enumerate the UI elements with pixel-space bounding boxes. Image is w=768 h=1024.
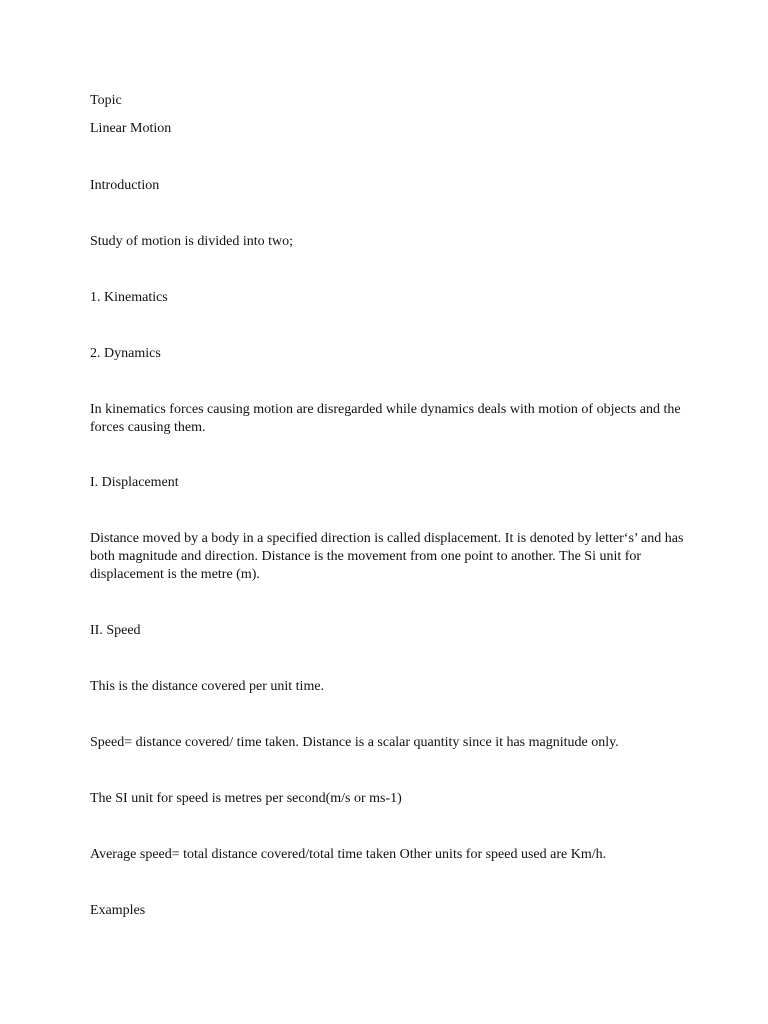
speed-si-unit-paragraph: The SI unit for speed is metres per second(m/s or ms-1)	[90, 791, 402, 806]
introduction-heading: Introduction	[90, 178, 160, 193]
speed-definition: This is the distance covered per unit time.	[90, 679, 325, 694]
speed-formula-paragraph: Speed= distance covered/ time taken. Distance is a scalar quantity since it has magnitude only.	[90, 735, 619, 750]
speed-heading: II. Speed	[90, 623, 141, 638]
list-item-dynamics: 2. Dynamics	[90, 346, 161, 361]
average-speed-paragraph: Average speed= total distance covered/total time taken Other units for speed used are Km/h.	[90, 847, 607, 862]
displacement-paragraph: Distance moved by a body in a specified direction is called displacement. It is denoted by letter‘s’ and has both magnitude and direction. Distance is the movement from one point to another. The Si unit for displacement is the metre (m).	[90, 531, 684, 582]
displacement-heading: I. Displacement	[90, 475, 179, 490]
kinematics-dynamics-paragraph: In kinematics forces causing motion are disregarded while dynamics deals with motion of objects and the forces causing them.	[90, 402, 681, 435]
examples-heading: Examples	[90, 903, 146, 918]
motion-intro: Study of motion is divided into two;	[90, 234, 294, 249]
topic-title: Linear Motion	[90, 121, 172, 136]
topic-label: Topic	[90, 93, 122, 108]
list-item-kinematics: 1. Kinematics	[90, 290, 168, 305]
